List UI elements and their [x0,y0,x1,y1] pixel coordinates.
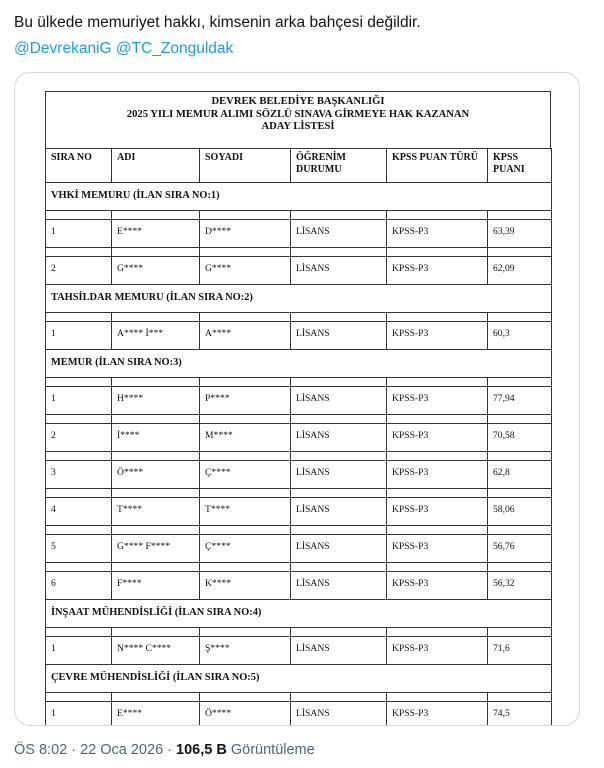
row-spacer [46,211,552,220]
table-cell: K**** [200,572,291,600]
table-cell: KPSS-P3 [387,535,488,563]
spacer-cell [112,563,200,572]
table-cell: LİSANS [291,322,387,350]
spacer-cell [488,563,552,572]
table-cell: KPSS-P3 [387,702,488,727]
table-cell: LİSANS [291,220,387,248]
table-cell: KPSS-P3 [387,637,488,665]
table-cell: Ö**** [112,461,200,489]
row-spacer [46,452,552,461]
tweet-time[interactable]: ÖS 8:02 [14,742,68,758]
spacer-cell [291,489,387,498]
document-title-line: 2025 YILI MEMUR ALIMI SÖZLÜ SINAVA GİRMEYE HAK KAZANAN [126,108,470,120]
spacer-cell [488,211,552,220]
table-row [46,637,552,665]
table-cell: 6 [46,572,112,600]
table-cell: H**** [112,387,200,415]
table-cell: LİSANS [291,535,387,563]
table-cell: KPSS-P3 [387,461,488,489]
table-cell: 71,6 [488,637,552,665]
view-count: 106,5 B [176,742,227,758]
column-header: KPSS PUANI [488,149,552,183]
table-cell: KPSS-P3 [387,424,488,452]
spacer-cell [291,313,387,322]
table-cell: LİSANS [291,572,387,600]
table-cell: LİSANS [291,387,387,415]
spacer-cell [488,628,552,637]
tweet-meta: ÖS 8:02 · 22 Oca 2026 · 106,5 B Görüntüleme [14,742,315,758]
section-header-row [46,600,552,628]
spacer-cell [112,452,200,461]
row-spacer [46,563,552,572]
spacer-cell [291,378,387,387]
table-cell: KPSS-P3 [387,387,488,415]
row-spacer [46,489,552,498]
spacer-cell [387,489,488,498]
table-row [46,572,552,600]
spacer-cell [46,563,112,572]
spacer-cell [488,248,552,257]
table-cell: 56,76 [488,535,552,563]
table-cell: Ç**** [200,461,291,489]
spacer-cell [112,628,200,637]
table-row [46,702,552,727]
table-row [46,257,552,285]
spacer-cell [488,415,552,424]
row-spacer [46,693,552,702]
row-spacer [46,526,552,535]
table-cell: 62,8 [488,461,552,489]
spacer-cell [387,248,488,257]
document-title-line: DEVREK BELEDİYE BAŞKANLIĞI [211,96,385,107]
section-title: VHKİ MEMURU (İLAN SIRA NO:1) [46,183,552,211]
section-header-row [46,665,552,693]
table-cell: 2 [46,424,112,452]
spacer-cell [200,526,291,535]
document-title [45,91,551,148]
row-spacer [46,628,552,637]
spacer-cell [291,452,387,461]
spacer-cell [387,211,488,220]
spacer-cell [291,211,387,220]
table-header-row [46,149,552,183]
spacer-cell [200,378,291,387]
spacer-cell [387,313,488,322]
table-cell: LİSANS [291,257,387,285]
spacer-cell [112,693,200,702]
table-cell: 77,94 [488,387,552,415]
table-row [46,220,552,248]
column-header: SOYADI [200,149,291,183]
mention-tc-zonguldak[interactable]: @TC_Zonguldak [115,40,234,57]
spacer-cell [200,452,291,461]
column-header: KPSS PUAN TÜRÜ [387,149,488,183]
spacer-cell [387,628,488,637]
table-cell: M**** [200,424,291,452]
table-cell: KPSS-P3 [387,220,488,248]
tweet-date[interactable]: 22 Oca 2026 [80,742,164,758]
table-cell: 5 [46,535,112,563]
column-header: ÖĞRENİM DURUMU [291,149,387,183]
spacer-cell [200,489,291,498]
table-cell: İ**** [112,424,200,452]
tweet-text: Bu ülkede memuriyet hakkı, kimsenin arka bahçesi değildir. [14,14,421,31]
mentions [14,38,233,59]
table-cell: 60,3 [488,322,552,350]
table-cell: P**** [200,387,291,415]
spacer-cell [387,378,488,387]
spacer-cell [46,693,112,702]
spacer-cell [387,563,488,572]
table-row [46,424,552,452]
spacer-cell [200,563,291,572]
table-cell: D**** [200,220,291,248]
spacer-cell [200,313,291,322]
table-row [46,498,552,526]
spacer-cell [291,526,387,535]
table-cell: 1 [46,220,112,248]
spacer-cell [46,378,112,387]
table-cell: Ç**** [200,535,291,563]
table-cell: 3 [46,461,112,489]
table-cell: E**** [112,702,200,727]
spacer-cell [112,526,200,535]
row-spacer [46,313,552,322]
table-cell: LİSANS [291,498,387,526]
spacer-cell [46,211,112,220]
row-spacer [46,378,552,387]
spacer-cell [291,248,387,257]
spacer-cell [488,452,552,461]
spacer-cell [112,313,200,322]
column-header: ADI [112,149,200,183]
table-row [46,387,552,415]
table-cell: LİSANS [291,424,387,452]
spacer-cell [488,489,552,498]
table-cell: 62,09 [488,257,552,285]
spacer-cell [200,693,291,702]
section-title: MEMUR (İLAN SIRA NO:3) [46,350,552,378]
spacer-cell [112,378,200,387]
spacer-cell [112,415,200,424]
table-cell: 74,5 [488,702,552,727]
table-cell: F**** [112,572,200,600]
section-header-row [46,183,552,211]
table-cell: LİSANS [291,637,387,665]
table-cell: Ş**** [200,637,291,665]
spacer-cell [488,526,552,535]
table-cell: A**** [200,322,291,350]
spacer-cell [46,628,112,637]
spacer-cell [200,415,291,424]
spacer-cell [291,628,387,637]
table-cell: 58,06 [488,498,552,526]
row-spacer [46,415,552,424]
table-cell: E**** [112,220,200,248]
spacer-cell [112,248,200,257]
spacer-cell [46,248,112,257]
spacer-cell [200,248,291,257]
table-cell: KPSS-P3 [387,572,488,600]
spacer-cell [46,526,112,535]
spacer-cell [488,693,552,702]
spacer-cell [46,313,112,322]
section-title: İNŞAAT MÜHENDİSLİĞİ (İLAN SIRA NO:4) [46,600,552,628]
section-title: TAHSİLDAR MEMURU (İLAN SIRA NO:2) [46,285,552,313]
candidate-list-document [45,91,551,719]
table-cell: KPSS-P3 [387,322,488,350]
table-cell: G**** [200,257,291,285]
table-row [46,322,552,350]
table-cell: A**** İ*** [112,322,200,350]
spacer-cell [200,211,291,220]
table-cell: 2 [46,257,112,285]
table-cell: Ö**** [200,702,291,727]
table-cell: 1 [46,387,112,415]
spacer-cell [112,489,200,498]
document-title-line: ADAY LİSTESİ [261,121,335,132]
spacer-cell [387,693,488,702]
spacer-cell [291,563,387,572]
spacer-cell [46,415,112,424]
table-cell: T**** [112,498,200,526]
table-cell: 4 [46,498,112,526]
table-cell: 1 [46,322,112,350]
spacer-cell [46,489,112,498]
table-cell: LİSANS [291,461,387,489]
table-cell: G**** [112,257,200,285]
spacer-cell [387,452,488,461]
section-header-row [46,350,552,378]
spacer-cell [200,628,291,637]
section-header-row [46,285,552,313]
row-spacer [46,248,552,257]
view-label: Görüntüleme [230,742,315,758]
spacer-cell [488,313,552,322]
spacer-cell [488,378,552,387]
spacer-cell [291,693,387,702]
mention-devrekanig[interactable]: @DevrekaniG [14,40,112,57]
table-cell: T**** [200,498,291,526]
table-cell: KPSS-P3 [387,257,488,285]
table-cell: 1 [46,637,112,665]
table-cell: 56,32 [488,572,552,600]
table-cell: 1 [46,702,112,727]
table-row [46,461,552,489]
spacer-cell [291,415,387,424]
table-cell: G**** F**** [112,535,200,563]
table-cell: N**** C**** [112,637,200,665]
section-title: ÇEVRE MÜHENDİSLİĞİ (İLAN SIRA NO:5) [46,665,552,693]
tweet-image[interactable] [14,72,580,726]
table-row [46,535,552,563]
table-cell: LİSANS [291,702,387,727]
spacer-cell [112,211,200,220]
spacer-cell [387,415,488,424]
table-cell: 63,39 [488,220,552,248]
table-cell: 70,58 [488,424,552,452]
spacer-cell [387,526,488,535]
spacer-cell [46,452,112,461]
candidate-table [45,148,552,726]
column-header: SIRA NO [46,149,112,183]
table-cell: KPSS-P3 [387,498,488,526]
